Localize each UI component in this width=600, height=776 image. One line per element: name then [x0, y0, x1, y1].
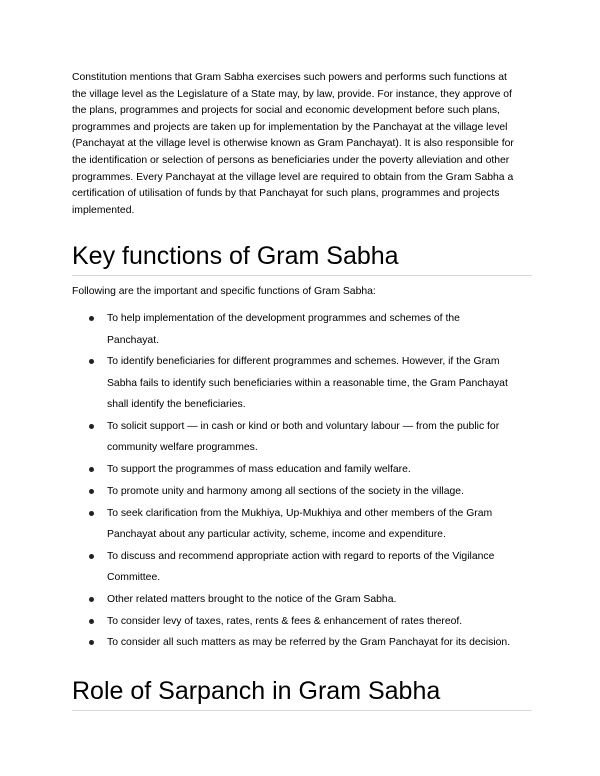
- section-heading-role-of-sarpanch: Role of Sarpanch in Gram Sabha: [72, 676, 441, 705]
- section-intro-text: Following are the important and specific functions of Gram Sabha:: [72, 286, 376, 298]
- document-page: [72, 70, 532, 711]
- list-item: [72, 503, 532, 546]
- section-heading-key-functions: Key functions of Gram Sabha: [72, 242, 399, 271]
- list-item: [72, 546, 532, 589]
- list-item-text: Committee.: [107, 571, 161, 583]
- list-item-text: To support the programmes of mass education and family welfare.: [107, 463, 411, 475]
- paragraph-line: the village level as the Legislature of a State may, by law, provide. For instance, they approve of: [72, 88, 512, 100]
- paragraph-line: programmes and projects are taken up for implementation by the Panchayat at the village level: [72, 121, 508, 133]
- paragraph-line: programmes. Every Panchayat at the village level are required to obtain from the Gram Sabha a: [72, 171, 514, 183]
- list-item-text: Other related matters brought to the notice of the Gram Sabha.: [107, 593, 397, 605]
- list-item: [72, 632, 532, 653]
- list-item-text: shall identify the beneficiaries.: [107, 399, 246, 411]
- list-item-text: community welfare programmes.: [107, 442, 258, 454]
- bullet-icon: [89, 489, 94, 494]
- list-item: [72, 308, 532, 351]
- bullet-icon: [89, 424, 94, 429]
- paragraph-line: certification of utilisation of funds by that Panchayat for such plans, programmes and projects: [72, 188, 500, 200]
- heading-divider: [72, 275, 532, 276]
- list-item-text: Panchayat about any particular activity, scheme, income and expenditure.: [107, 528, 446, 540]
- paragraph-line: implemented.: [72, 204, 135, 216]
- intro-paragraph: [72, 70, 532, 219]
- bullet-icon: [89, 359, 94, 364]
- list-item-text: Sabha fails to identify such beneficiaries within a reasonable time, the Gram Panchayat: [107, 377, 508, 389]
- list-item: [72, 459, 532, 480]
- bullet-icon: [89, 511, 94, 516]
- bullet-icon: [89, 597, 94, 602]
- paragraph-line: the plans, programmes and projects for social and economic development before such plans,: [72, 105, 500, 117]
- list-item: [72, 589, 532, 610]
- paragraph-line: (Panchayat at the village level is otherwise known as Gram Panchayat). It is also responsible for: [72, 138, 514, 150]
- bullet-icon: [89, 316, 94, 321]
- list-item-text: To consider all such matters as may be referred by the Gram Panchayat for its decision.: [107, 637, 511, 649]
- list-item-text: To seek clarification from the Mukhiya, Up-Mukhiya and other members of the Gram: [107, 507, 493, 519]
- list-item-text: To consider levy of taxes, rates, rents & fees & enhancement of rates thereof.: [107, 615, 463, 627]
- bullet-icon: [89, 467, 94, 472]
- list-item-text: To help implementation of the development programmes and schemes of the: [107, 313, 460, 325]
- bullet-icon: [89, 554, 94, 559]
- list-item: [72, 481, 532, 502]
- list-item-text: To discuss and recommend appropriate action with regard to reports of the Vigilance: [107, 550, 495, 562]
- list-item-text: To solicit support — in cash or kind or both and voluntary labour — from the public for: [107, 420, 500, 432]
- paragraph-line: Constitution mentions that Gram Sabha exercises such powers and performs such functions at: [72, 72, 507, 83]
- list-item: [72, 611, 532, 632]
- list-item: [72, 351, 532, 415]
- list-item: [72, 416, 532, 459]
- list-item-text: Panchayat.: [107, 334, 159, 346]
- list-item-text: To promote unity and harmony among all sections of the society in the village.: [107, 485, 464, 497]
- bullet-icon: [89, 619, 94, 624]
- heading-divider: [72, 710, 532, 711]
- functions-list: [72, 308, 532, 653]
- list-item-text: To identify beneficiaries for different programmes and schemes. However, if the Gram: [107, 356, 500, 368]
- paragraph-line: the identification or selection of persons as beneficiaries under the poverty alleviation and other: [72, 154, 510, 166]
- bullet-icon: [89, 640, 94, 645]
